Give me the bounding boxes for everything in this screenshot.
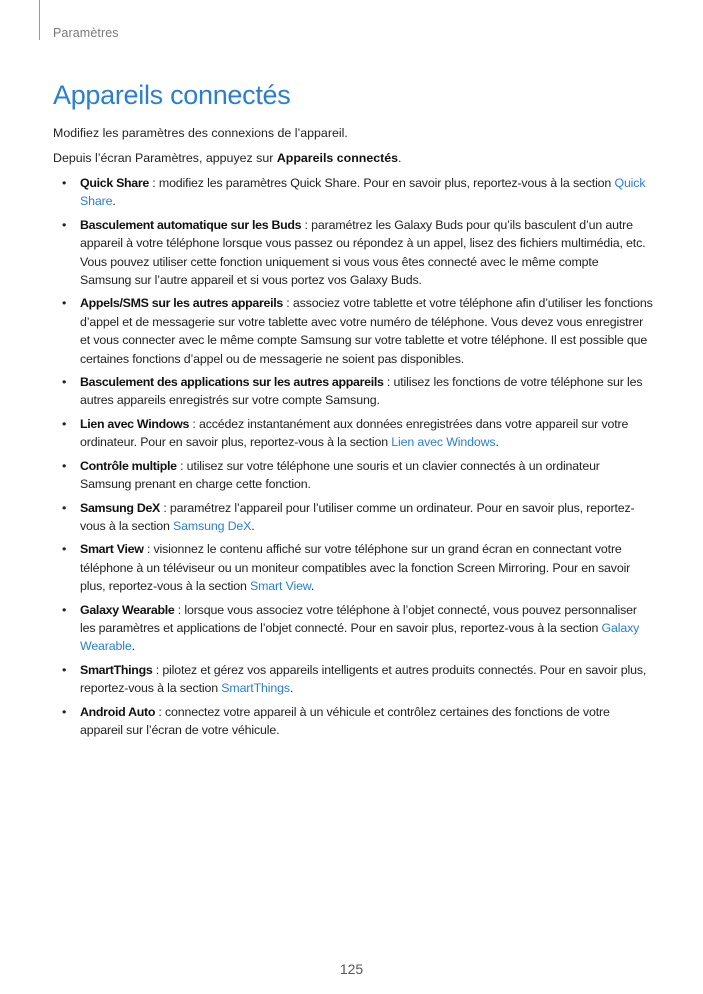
intro-text: Modifiez les paramètres des connexions de l’appareil. — [53, 126, 348, 140]
section-link[interactable]: Galaxy Wearable — [80, 620, 640, 654]
item-description: : paramétrez les Galaxy Buds pour qu’ils basculent d’un autre appareil à votre téléphone lorsque vous passez ou répondez à un appel, lisez des fichiers multimédia, etc. Vous pouvez utiliser cette fonction uniquement si vous vous êtes connecté avec le même compte Samsung sur l’autre appareil et si vous portez vos Galaxy Buds. — [80, 217, 646, 288]
bullet-icon: • — [62, 416, 67, 431]
settings-item — [53, 457, 653, 494]
settings-item — [53, 540, 653, 595]
section-label: Paramètres — [53, 26, 119, 40]
settings-item — [53, 174, 653, 211]
section-link[interactable]: Samsung DeX — [173, 518, 252, 533]
item-description: : visionnez le contenu affiché sur votre téléphone sur un grand écran en connectant votre téléphone à un téléviseur ou un moniteur compatibles avec la fonction Screen Mirroring. Pour en savoir plus, reportez-vous à la section — [80, 542, 631, 594]
item-description: : utilisez les fonctions de votre téléphone sur les autres appareils enregistrés sur votre compte Samsung. — [80, 375, 643, 408]
bullet-icon: • — [62, 602, 67, 617]
intro-instruction-prefix: Depuis l’écran Paramètres, appuyez sur — [53, 151, 277, 165]
section-link[interactable]: Quick Share — [80, 176, 646, 209]
item-description: : paramétrez l’appareil pour l’utiliser comme un ordinateur. Pour en savoir plus, reportez-vous à la section — [80, 500, 635, 533]
page-title: Appareils connectés — [53, 80, 291, 110]
item-punctuation: . — [289, 681, 294, 696]
item-description: : associez votre tablette et votre téléphone afin d’utiliser les fonctions d’appel et de messagerie sur votre tablette avec votre numéro de téléphone. Vous devez vous enregistrer et vous connecter avec le même compte Samsung sur votre tablette et votre téléphone. Il est possible que certaines fonctions d’appel ou de messagerie ne soient pas disponibles. — [80, 296, 653, 366]
bullet-icon: • — [62, 296, 67, 311]
item-description: : connectez votre appareil à un véhicule et contrôlez certaines des fonctions de votre appareil sur l’écran de votre véhicule. — [80, 704, 610, 737]
settings-item — [53, 601, 653, 656]
intro-instruction-menu: Appareils connectés — [276, 151, 399, 165]
page-number: 125 — [339, 961, 364, 977]
item-description: : lorsque vous associez votre téléphone à l’objet connecté, vous pouvez personnaliser les paramètres et applications de l’objet connecté. Pour en savoir plus, reportez-vous à la section — [80, 602, 637, 635]
settings-item — [53, 415, 653, 452]
bullet-icon: • — [62, 458, 67, 473]
intro-instruction-suffix: . — [398, 151, 402, 165]
item-description: : accédez instantanément aux données enregistrées dans votre appareil sur votre ordinateur. Pour en savoir plus, reportez-vous à la section — [80, 416, 629, 450]
item-punctuation: . — [495, 435, 499, 450]
item-punctuation: . — [251, 518, 255, 533]
settings-list — [53, 174, 653, 744]
item-description: : pilotez et gérez vos appareils intelligents et autres produits connectés. Pour en savoir plus, reportez-vous à la section — [80, 662, 647, 696]
item-term: Lien avec Windows — [80, 416, 190, 431]
bullet-icon: • — [62, 542, 67, 557]
bullet-icon: • — [62, 500, 67, 515]
bullet-icon: • — [62, 704, 67, 719]
intro-instruction — [53, 149, 401, 167]
item-term: Android Auto — [80, 704, 156, 719]
item-term: Smart View — [80, 542, 144, 557]
settings-item — [53, 499, 653, 536]
settings-item — [53, 373, 653, 410]
item-description: : modifiez les paramètres Quick Share. Pour en savoir plus, reportez-vous à la section — [149, 176, 615, 190]
section-link[interactable]: SmartThings — [221, 681, 290, 696]
item-term: SmartThings — [80, 662, 153, 677]
settings-item — [53, 661, 653, 698]
settings-item — [53, 294, 653, 368]
item-term: Basculement des applications sur les autres appareils — [80, 375, 384, 390]
item-description: : utilisez sur votre téléphone une souris et un clavier connectés à un ordinateur Samsung prenant en charge cette fonction. — [80, 458, 600, 492]
header-divider — [39, 0, 40, 40]
bullet-icon: • — [62, 217, 67, 232]
bullet-icon: • — [62, 375, 67, 390]
settings-item — [53, 216, 653, 290]
item-term: Quick Share — [80, 176, 150, 190]
item-term: Basculement automatique sur les Buds — [80, 217, 302, 232]
bullet-icon: • — [62, 176, 67, 190]
item-term: Samsung DeX — [80, 500, 161, 515]
item-punctuation: . — [112, 194, 116, 209]
bullet-icon: • — [62, 662, 67, 677]
item-punctuation: . — [310, 579, 315, 594]
item-punctuation: . — [131, 639, 135, 654]
settings-item — [53, 703, 653, 740]
item-term: Appels/SMS sur les autres appareils — [80, 296, 283, 311]
section-link[interactable]: Smart View — [249, 579, 311, 594]
item-term: Galaxy Wearable — [80, 602, 175, 617]
section-link[interactable]: Lien avec Windows — [391, 435, 496, 450]
item-term: Contrôle multiple — [80, 458, 177, 473]
